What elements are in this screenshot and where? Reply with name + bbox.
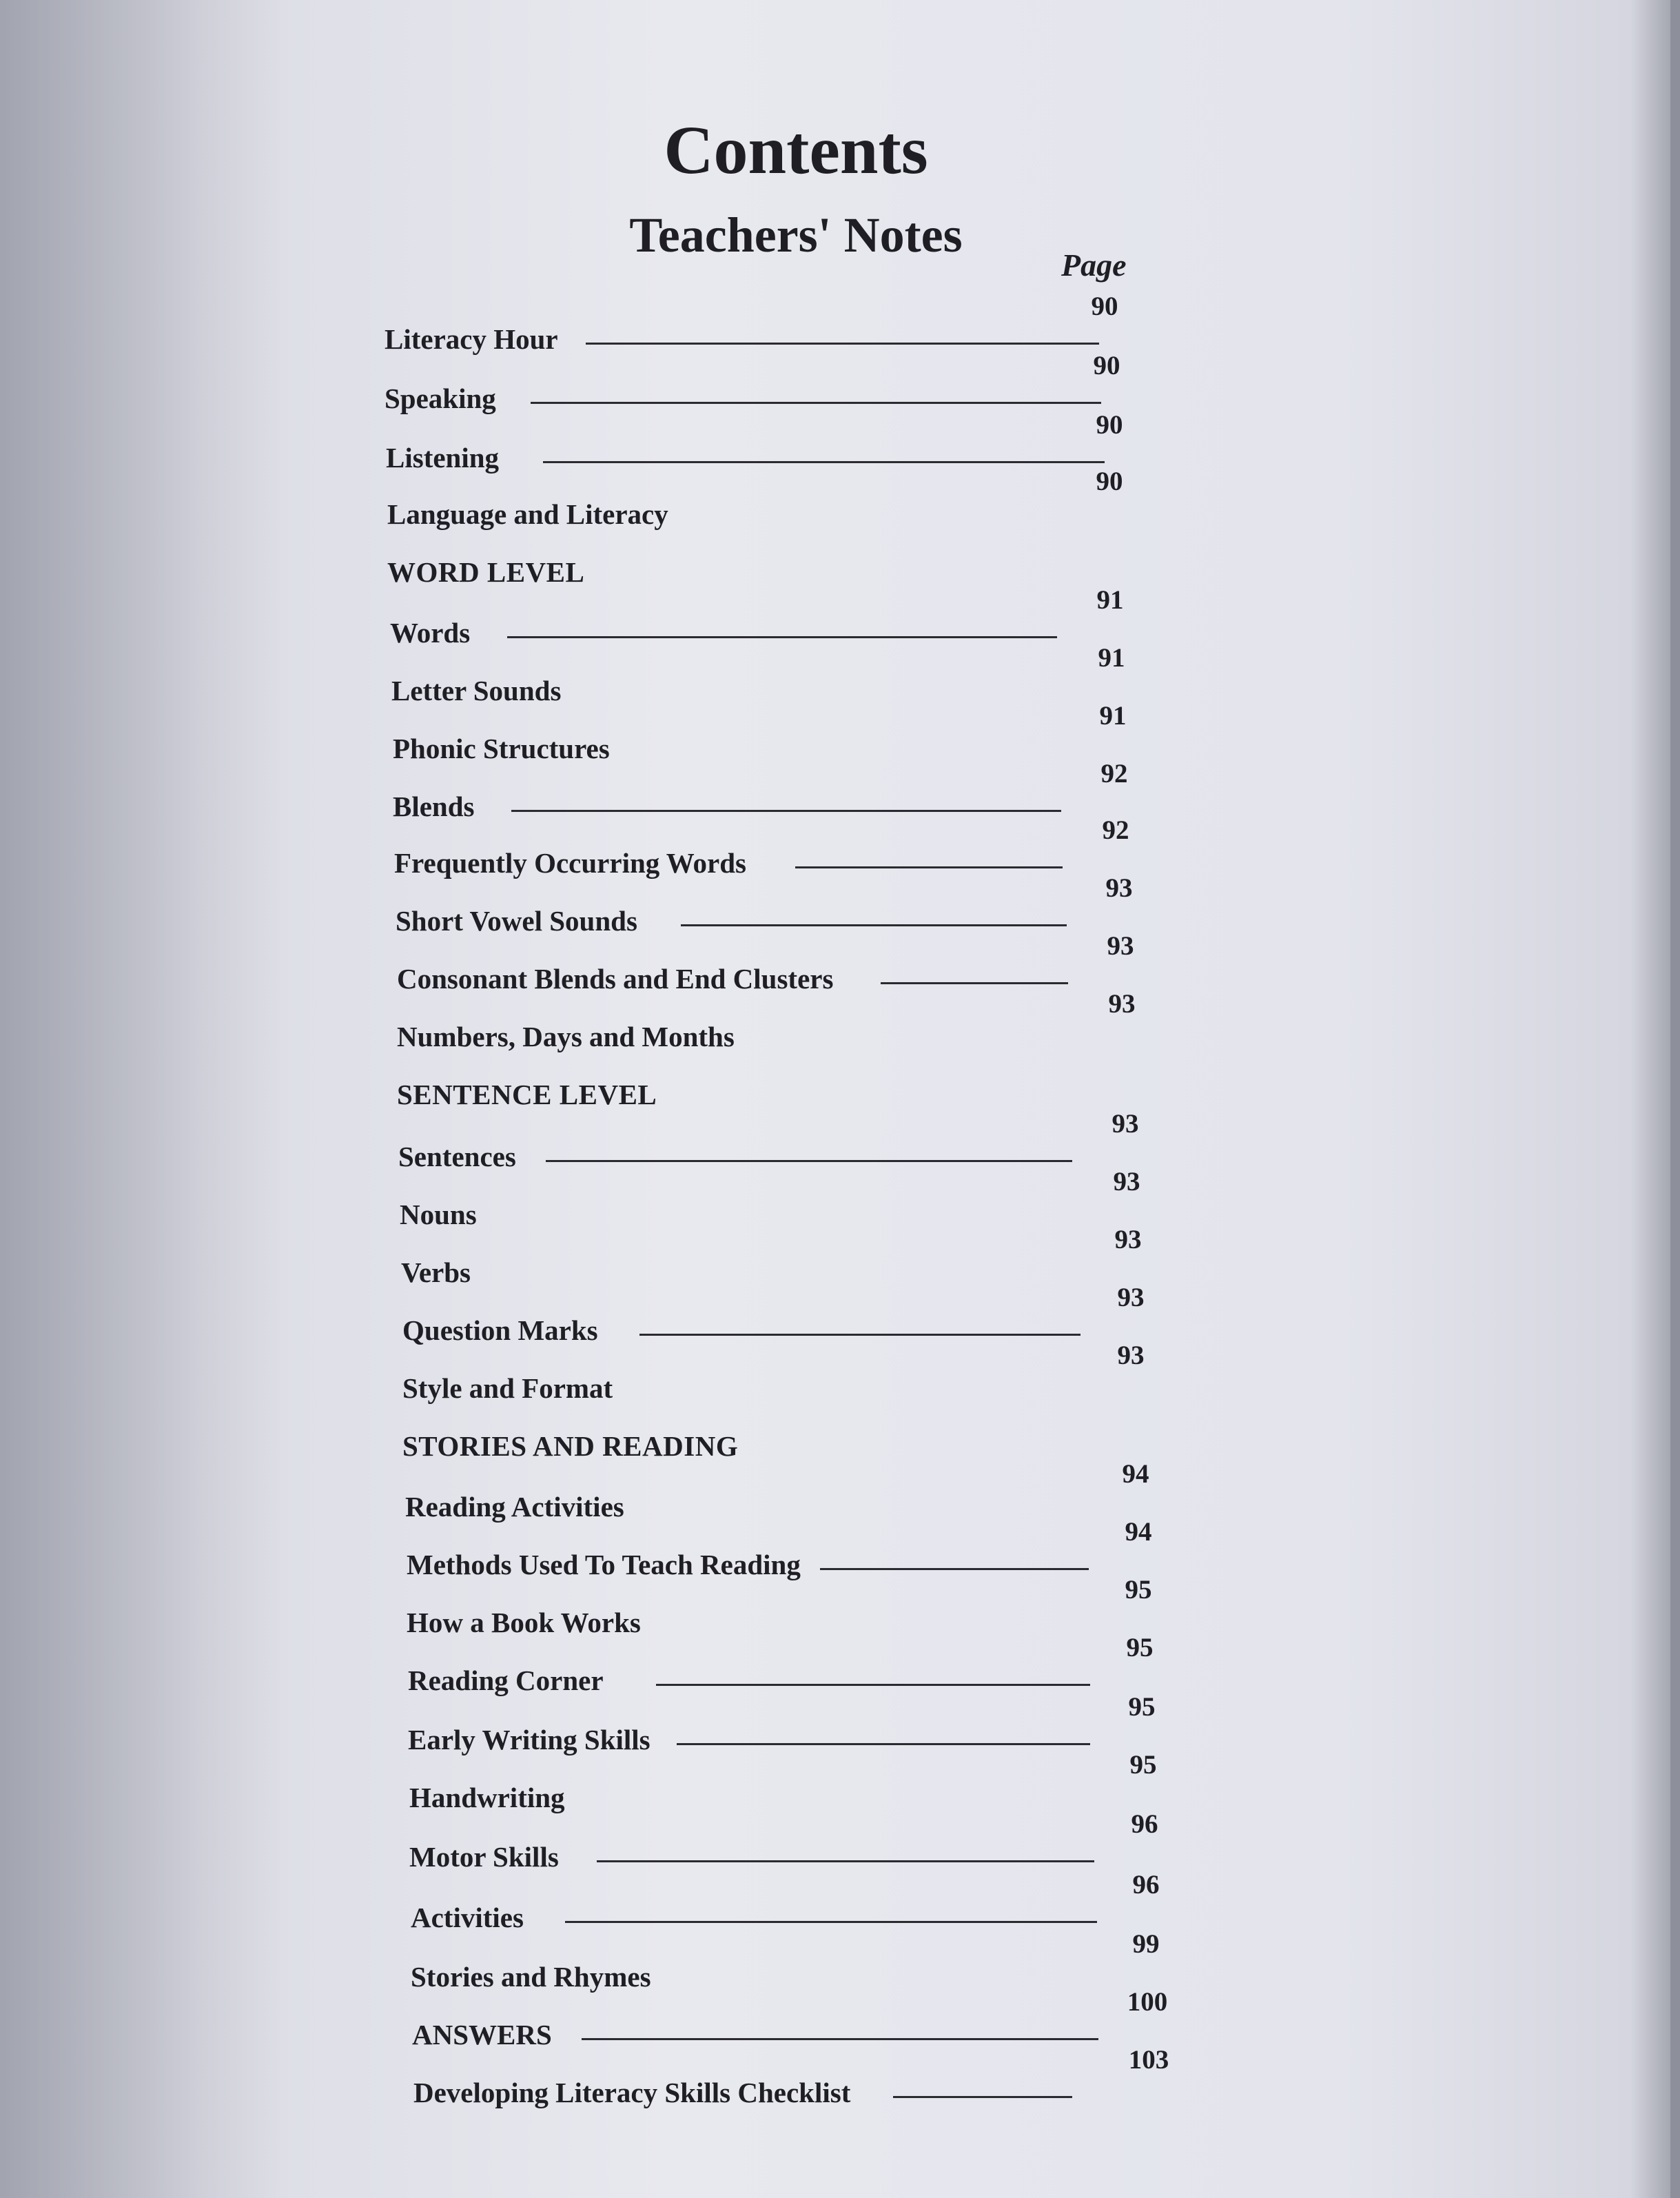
dot-leader <box>565 1921 1097 1923</box>
toc-page-number: 92 <box>1102 815 1129 845</box>
toc-page-number: 91 <box>1096 585 1124 615</box>
dot-leader <box>639 1334 1080 1336</box>
toc-entry-label: Blends <box>393 791 475 822</box>
dot-leader <box>582 2038 1098 2040</box>
dot-leader <box>546 1160 1072 1162</box>
toc-entry-label: Sentences <box>398 1141 516 1172</box>
toc-page-number: 93 <box>1108 989 1136 1019</box>
toc-entry-label: Handwriting <box>409 1782 565 1813</box>
dot-leader <box>586 343 1099 345</box>
dot-leader <box>507 636 1057 638</box>
toc-entry-label: Short Vowel Sounds <box>396 905 637 937</box>
dot-leader <box>531 402 1101 404</box>
toc-page-number: 95 <box>1129 1750 1157 1780</box>
dot-leader <box>795 866 1063 868</box>
toc-entry-label: Reading Activities <box>405 1491 624 1523</box>
toc-entry-label: Phonic Structures <box>393 733 610 764</box>
toc-page-number: 90 <box>1096 467 1123 496</box>
toc-entry-label: Verbs <box>401 1256 471 1288</box>
toc-page-number: 100 <box>1127 1987 1168 2017</box>
toc-page-number: 96 <box>1131 1809 1158 1839</box>
dot-leader <box>820 1568 1089 1570</box>
toc-entry-label: Style and Format <box>402 1372 613 1404</box>
contents-title: Contents <box>664 112 928 188</box>
toc-page-number: 96 <box>1132 1870 1160 1900</box>
page-column-header: Page <box>1061 247 1127 283</box>
toc-page-number: 90 <box>1091 292 1118 321</box>
toc-entry-label: Early Writing Skills <box>408 1724 651 1756</box>
toc-entry-label: Motor Skills <box>409 1841 559 1873</box>
dot-leader <box>893 2096 1072 2098</box>
toc-page-number: 90 <box>1093 351 1120 380</box>
toc-page-number: 95 <box>1125 1575 1152 1605</box>
toc-entry-label: Words <box>390 617 471 649</box>
toc-page-number: 91 <box>1098 643 1125 673</box>
dot-leader <box>543 461 1105 463</box>
toc-entry-label: Consonant Blends and End Clusters <box>397 963 834 995</box>
dot-leader <box>677 1743 1090 1745</box>
section-label: SENTENCE LEVEL <box>397 1079 657 1110</box>
toc-page-number: 90 <box>1096 410 1123 440</box>
dot-leader <box>597 1860 1094 1862</box>
toc-page-number: 93 <box>1117 1341 1145 1370</box>
toc-page-number: 103 <box>1128 2045 1169 2075</box>
toc-page-number: 93 <box>1105 873 1133 903</box>
teachers-notes-heading: Teachers' Notes <box>629 207 963 263</box>
dot-leader <box>511 810 1061 812</box>
toc-entry-label: Speaking <box>385 383 496 414</box>
toc-entry-label: Literacy Hour <box>385 323 558 355</box>
toc-page-number: 93 <box>1112 1109 1139 1139</box>
toc-entry-label: ANSWERS <box>412 2019 552 2051</box>
toc-entry-label: Question Marks <box>402 1314 598 1346</box>
toc-entry-label: Letter Sounds <box>391 675 562 706</box>
toc-entry-label: Language and Literacy <box>387 498 668 530</box>
toc-entry-label: Numbers, Days and Months <box>397 1021 735 1052</box>
toc-page-number: 94 <box>1122 1459 1149 1489</box>
section-label: WORD LEVEL <box>387 556 585 588</box>
toc-page-number: 95 <box>1126 1633 1154 1662</box>
toc-entry-label: Developing Literacy Skills Checklist <box>413 2077 851 2108</box>
toc-entry-label: Listening <box>386 442 500 474</box>
toc-page-number: 91 <box>1099 701 1127 731</box>
dot-leader <box>881 982 1068 984</box>
page-edge <box>1670 0 1680 2198</box>
toc-page-number: 94 <box>1125 1517 1152 1547</box>
toc-entry-label: Reading Corner <box>408 1665 604 1696</box>
toc-page-number: 93 <box>1117 1283 1145 1312</box>
toc-entry-label: How a Book Works <box>407 1607 641 1638</box>
toc-entry-label: Activities <box>411 1902 524 1933</box>
toc-page-number: 93 <box>1113 1167 1140 1197</box>
page-shadow <box>0 0 289 2198</box>
toc-page-number: 93 <box>1107 931 1134 961</box>
toc-entry-label: Frequently Occurring Words <box>394 847 746 879</box>
toc-entry-label: Methods Used To Teach Reading <box>407 1549 801 1580</box>
toc-page-number: 92 <box>1100 759 1128 788</box>
dot-leader <box>681 924 1067 926</box>
section-label: STORIES AND READING <box>402 1430 739 1462</box>
toc-page-number: 95 <box>1128 1692 1156 1722</box>
toc-entry-label: Nouns <box>400 1199 477 1230</box>
toc-page-number: 99 <box>1132 1929 1160 1959</box>
toc-entry-label: Stories and Rhymes <box>411 1961 651 1993</box>
toc-page-number: 93 <box>1114 1225 1142 1254</box>
dot-leader <box>656 1684 1090 1686</box>
